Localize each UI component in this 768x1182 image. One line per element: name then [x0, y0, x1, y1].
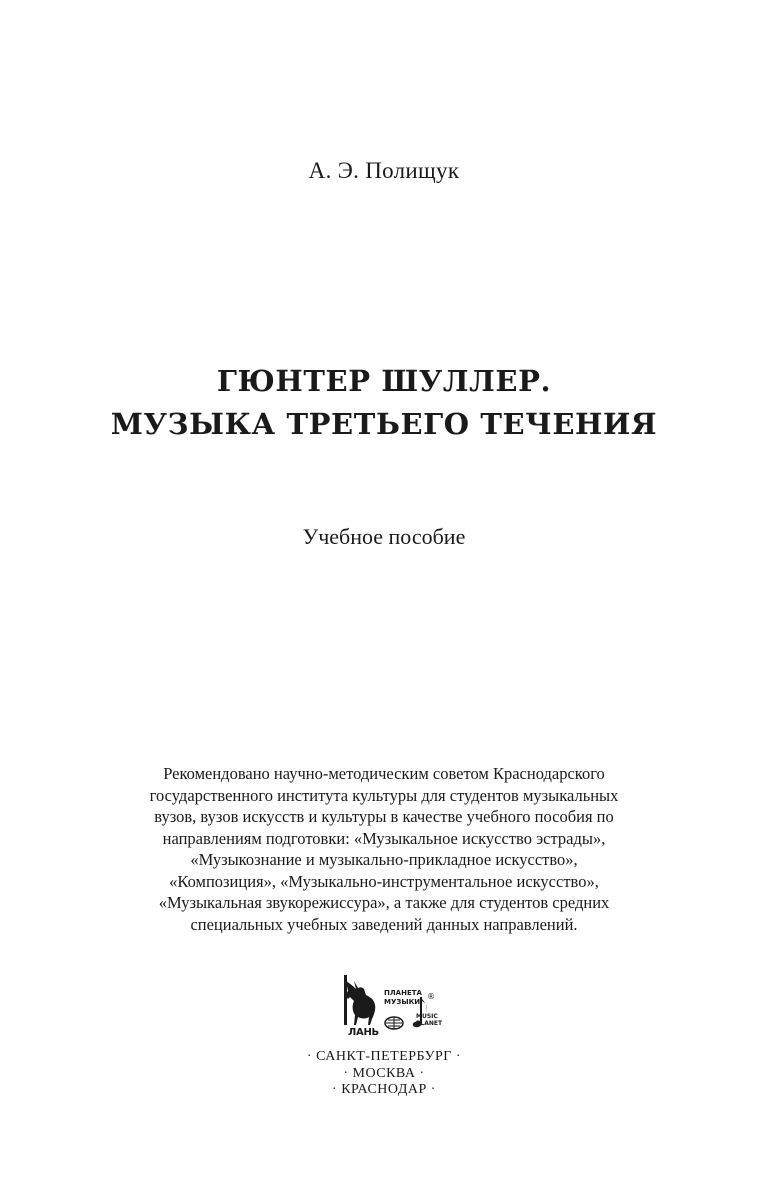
- book-subtitle: Учебное пособие: [302, 524, 466, 549]
- registered-mark: ®: [427, 992, 435, 1001]
- city-line: · МОСКВА ·: [343, 1065, 425, 1081]
- city-line: · КРАСНОДАР ·: [332, 1082, 436, 1097]
- lan-logo-text: ЛАНЬ: [348, 1027, 379, 1038]
- recommendation-line: вузов, вузов искусств и культуры в качестве учебного пособия по: [154, 807, 614, 826]
- recommendation-line: направлениям подготовки: «Музыкальное искусство эстрады»,: [162, 828, 606, 848]
- recommendation-line: государственного института культуры для студентов музыкальных: [149, 785, 619, 805]
- doe-deer-icon: [342, 975, 382, 1027]
- book-title-line-2: МУЗЫКА ТРЕТЬЕГО ТЕЧЕНИЯ: [110, 407, 658, 441]
- recommendation-line: «Композиция», «Музыкально-инструментальное искусство»,: [169, 871, 599, 891]
- music-planet-line-1: MUSIC: [416, 1013, 438, 1020]
- recommendation-line: «Музыкознание и музыкально-прикладное искусство»,: [190, 850, 578, 869]
- planet-music-logo: [384, 975, 442, 1035]
- author-name: А. Э. Полищук: [308, 158, 460, 183]
- recommendation-line: специальных учебных заведений данных направлений.: [190, 914, 578, 934]
- book-title: [0, 360, 768, 446]
- planet-logo-line-2: МУЗЫКИ: [384, 998, 421, 1006]
- recommendation-line: «Музыкальная звукорежиссура», а также для студентов средних: [158, 893, 610, 912]
- lan-publisher-logo: [342, 975, 382, 1043]
- planet-logo-line-1: ПЛАНЕТА: [384, 989, 422, 997]
- city-line: · САНКТ-ПЕТЕРБУРГ ·: [306, 1049, 462, 1064]
- recommendation-line: Рекомендовано научно-методическим советом Краснодарского: [163, 764, 605, 783]
- publisher-logos: [342, 975, 442, 1045]
- publisher-cities: [0, 1049, 768, 1099]
- music-planet-line-2: PLANET: [416, 1020, 443, 1027]
- book-title-line-1: ГЮНТЕР ШУЛЛЕР.: [216, 364, 552, 398]
- recommendation-text: [0, 763, 768, 935]
